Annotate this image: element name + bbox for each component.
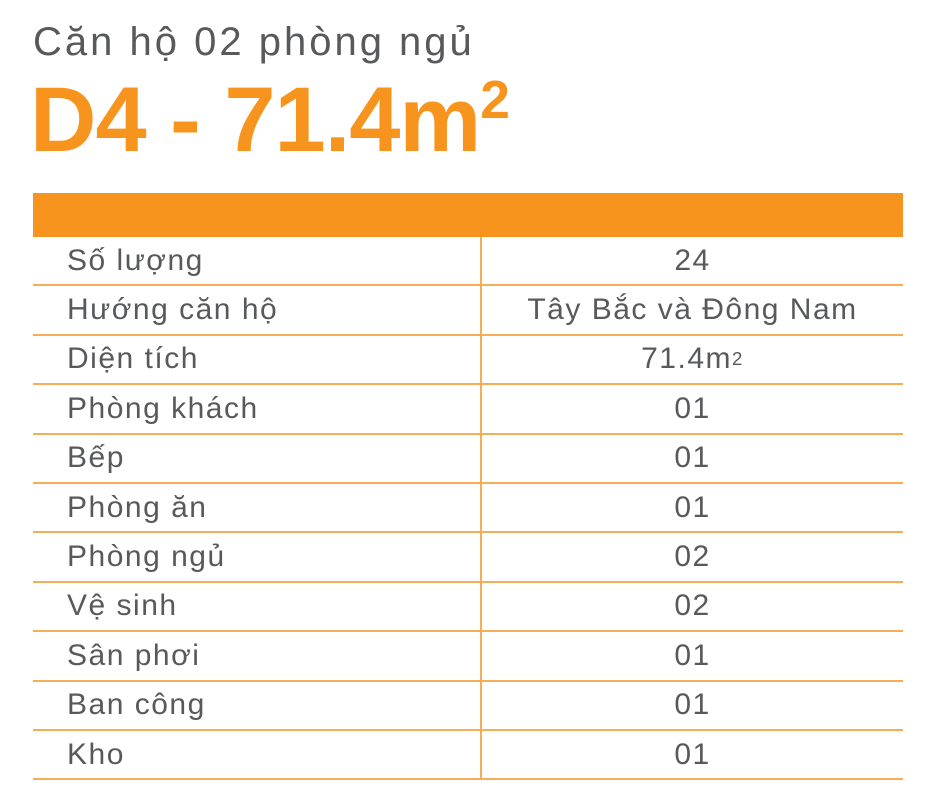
row-value-cell [480, 682, 903, 729]
table-row [33, 484, 903, 533]
table-row [33, 583, 903, 632]
row-label: Kho [67, 737, 125, 771]
row-value-cell [480, 731, 903, 778]
row-value-cell [480, 583, 903, 630]
unit-name: D4 - 71.4m [30, 69, 481, 171]
row-value-cell [480, 435, 903, 482]
row-value-cell [480, 484, 903, 531]
row-value: 02 [674, 540, 711, 574]
row-value-cell [480, 286, 903, 333]
row-value: 01 [674, 441, 711, 475]
row-value-cell [480, 533, 903, 580]
table-row [33, 435, 903, 484]
table-row [33, 385, 903, 434]
row-label: Số lượng [67, 243, 204, 277]
row-value-cell [480, 237, 903, 284]
row-value: Tây Bắc và Đông Nam [527, 293, 858, 327]
row-label: Phòng khách [67, 391, 259, 425]
row-label: Sân phơi [67, 638, 201, 672]
row-label: Ban công [67, 688, 206, 722]
table-header-bar [33, 193, 903, 237]
row-label: Phòng ăn [67, 490, 208, 524]
row-value: 01 [674, 490, 711, 524]
page-title: Căn hộ 02 phòng ngủ [33, 20, 475, 64]
row-value: 01 [674, 688, 711, 722]
row-value: 01 [674, 391, 711, 425]
table-row [33, 682, 903, 731]
row-value-cell [480, 632, 903, 679]
row-value: 02 [674, 589, 711, 623]
spec-table-rows [33, 237, 903, 780]
row-value: 71.4m [641, 342, 733, 376]
spec-table [33, 193, 903, 780]
row-value: 24 [674, 243, 711, 277]
row-label: Bếp [67, 441, 125, 475]
row-value: 01 [674, 737, 711, 771]
table-row [33, 237, 903, 286]
row-value-cell [480, 385, 903, 432]
row-label: Phòng ngủ [67, 540, 226, 574]
row-label: Vệ sinh [67, 589, 178, 623]
row-value: 01 [674, 638, 711, 672]
table-row [33, 533, 903, 582]
table-row [33, 632, 903, 681]
unit-area-superscript: 2 [480, 70, 510, 130]
unit-title [30, 69, 510, 171]
table-row [33, 731, 903, 780]
row-label: Hướng căn hộ [67, 293, 279, 327]
table-row [33, 336, 903, 385]
row-value-cell: 71.4m 2 [480, 336, 903, 383]
table-row [33, 286, 903, 335]
row-label: Diện tích [67, 342, 199, 376]
